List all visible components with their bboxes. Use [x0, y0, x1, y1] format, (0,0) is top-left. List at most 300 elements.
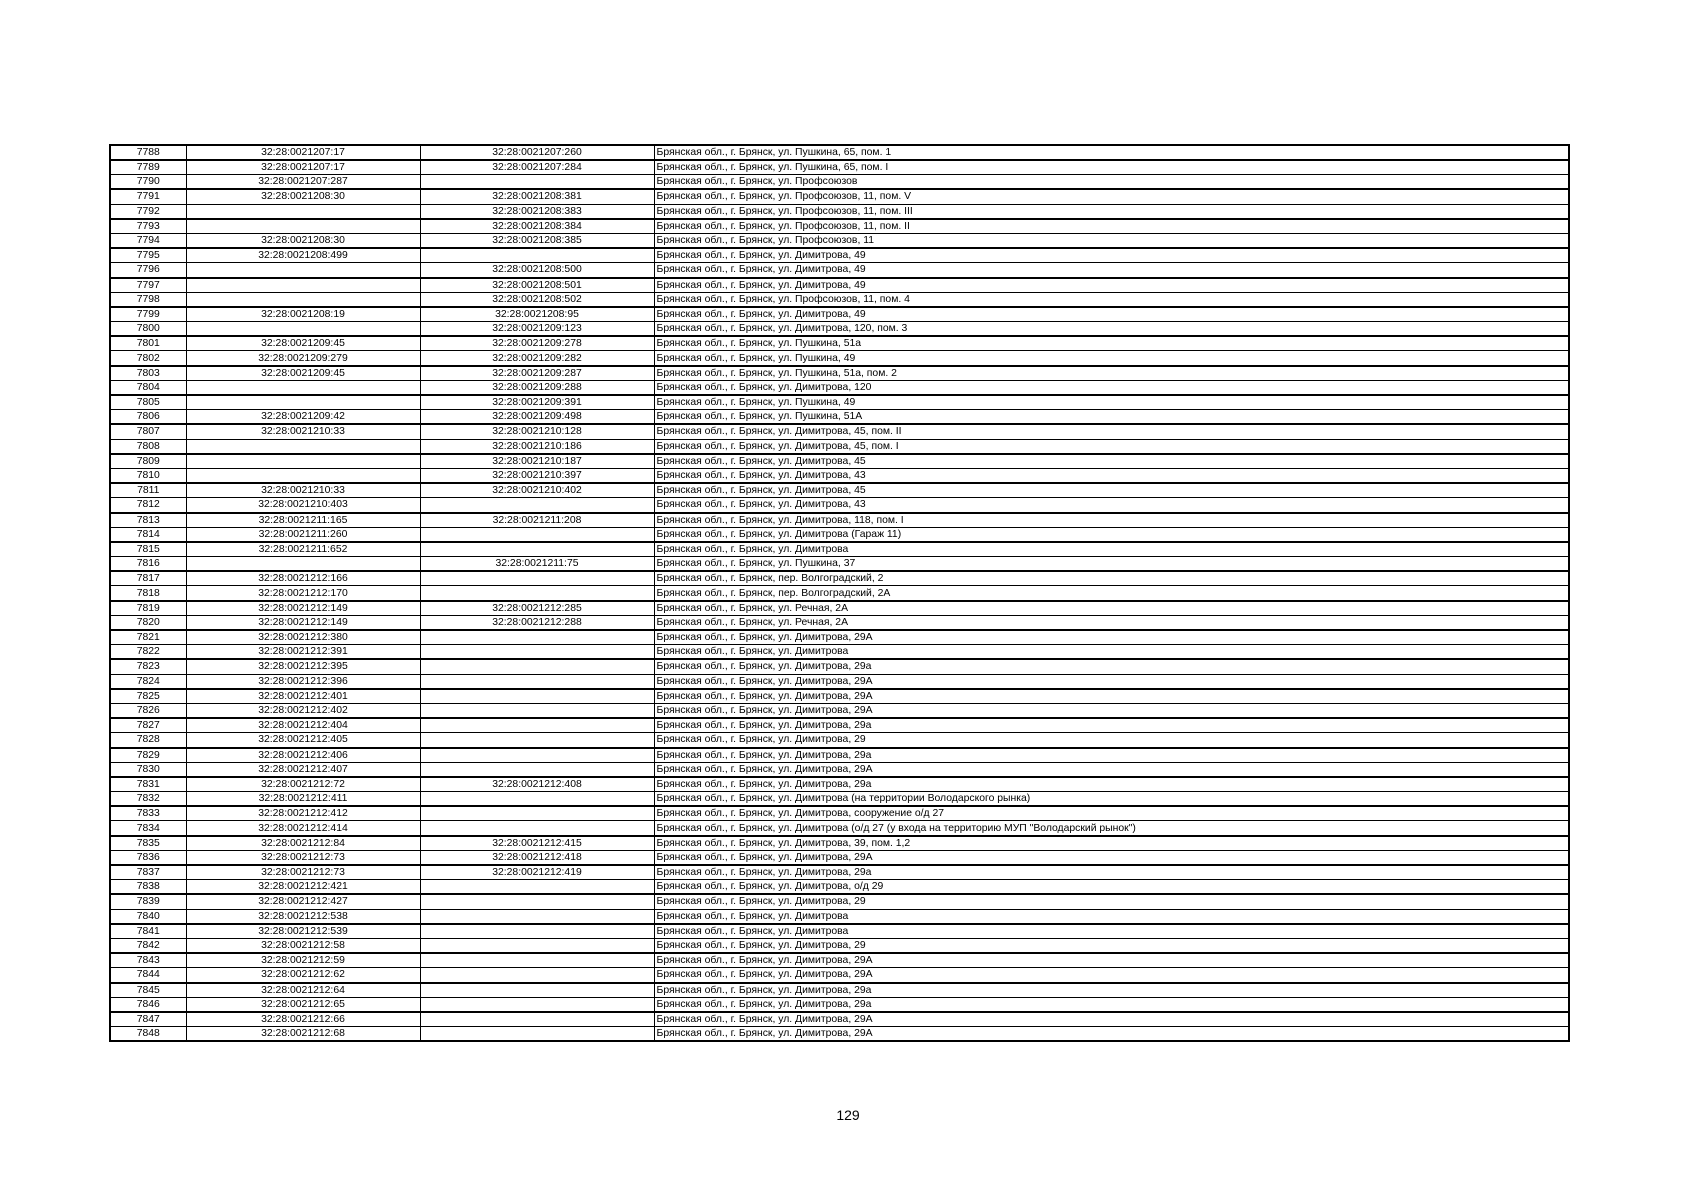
cadastral-number-cell: 32:28:0021212:285 — [420, 601, 654, 616]
row-number-cell: 7806 — [110, 410, 186, 425]
table-row — [110, 380, 1569, 395]
address-cell: Брянская обл., г. Брянск, ул. Димитрова, 45, пом. I — [654, 439, 1569, 454]
cadastral-number-cell — [420, 718, 654, 733]
parent-cadastral-number-cell: 32:28:0021212:402 — [186, 703, 420, 718]
table-row — [110, 997, 1569, 1012]
cadastral-number-cell — [420, 571, 654, 586]
row-number-cell: 7843 — [110, 953, 186, 968]
table-row — [110, 968, 1569, 983]
table-row — [110, 219, 1569, 234]
cadastral-number-cell — [420, 938, 654, 953]
address-cell: Брянская обл., г. Брянск, ул. Димитрова — [654, 909, 1569, 924]
row-number-cell: 7793 — [110, 219, 186, 234]
cadastral-number-cell — [420, 894, 654, 909]
cadastral-number-cell: 32:28:0021210:187 — [420, 454, 654, 469]
address-cell: Брянская обл., г. Брянск, ул. Димитрова, 120 — [654, 380, 1569, 395]
page-number: 129 — [836, 1107, 860, 1123]
table-row — [110, 615, 1569, 630]
address-cell: Брянская обл., г. Брянск, ул. Димитрова, 29а — [654, 659, 1569, 674]
row-number-cell: 7836 — [110, 850, 186, 865]
table-row — [110, 278, 1569, 293]
parent-cadastral-number-cell: 32:28:0021212:412 — [186, 806, 420, 821]
table-row — [110, 689, 1569, 704]
parent-cadastral-number-cell: 32:28:0021212:427 — [186, 894, 420, 909]
cadastral-number-cell: 32:28:0021212:418 — [420, 850, 654, 865]
table-row — [110, 322, 1569, 337]
address-cell: Брянская обл., г. Брянск, ул. Димитрова, 29А — [654, 953, 1569, 968]
row-number-cell: 7798 — [110, 292, 186, 307]
cadastral-number-cell — [420, 748, 654, 763]
parent-cadastral-number-cell: 32:28:0021212:391 — [186, 645, 420, 660]
address-cell: Брянская обл., г. Брянск, пер. Волгоградский, 2 — [654, 571, 1569, 586]
address-cell: Брянская обл., г. Брянск, ул. Димитрова, 29А — [654, 630, 1569, 645]
address-cell: Брянская обл., г. Брянск, ул. Димитрова, 29А — [654, 1012, 1569, 1027]
cadastral-number-cell — [420, 1012, 654, 1027]
row-number-cell: 7834 — [110, 821, 186, 836]
parent-cadastral-number-cell: 32:28:0021212:380 — [186, 630, 420, 645]
row-number-cell: 7818 — [110, 586, 186, 601]
row-number-cell: 7801 — [110, 336, 186, 351]
row-number-cell: 7845 — [110, 983, 186, 998]
parent-cadastral-number-cell: 32:28:0021212:62 — [186, 968, 420, 983]
row-number-cell: 7802 — [110, 351, 186, 366]
row-number-cell: 7822 — [110, 645, 186, 660]
parent-cadastral-number-cell: 32:28:0021209:45 — [186, 366, 420, 381]
parent-cadastral-number-cell — [186, 278, 420, 293]
row-number-cell: 7789 — [110, 160, 186, 175]
row-number-cell: 7835 — [110, 836, 186, 851]
cadastral-number-cell — [420, 689, 654, 704]
parent-cadastral-number-cell: 32:28:0021212:68 — [186, 1027, 420, 1042]
table-row — [110, 557, 1569, 572]
row-number-cell: 7809 — [110, 454, 186, 469]
table-row — [110, 850, 1569, 865]
address-cell: Брянская обл., г. Брянск, ул. Димитрова, 29а — [654, 997, 1569, 1012]
parent-cadastral-number-cell — [186, 380, 420, 395]
address-cell: Брянская обл., г. Брянск, ул. Профсоюзов, 11, пом. 4 — [654, 292, 1569, 307]
parent-cadastral-number-cell: 32:28:0021210:403 — [186, 498, 420, 513]
row-number-cell: 7820 — [110, 615, 186, 630]
address-cell: Брянская обл., г. Брянск, ул. Пушкина, 51А — [654, 410, 1569, 425]
table-row — [110, 733, 1569, 748]
parent-cadastral-number-cell: 32:28:0021207:287 — [186, 175, 420, 190]
parent-cadastral-number-cell — [186, 468, 420, 483]
parent-cadastral-number-cell: 32:28:0021212:407 — [186, 762, 420, 777]
row-number-cell: 7795 — [110, 248, 186, 263]
table-row — [110, 263, 1569, 278]
parent-cadastral-number-cell: 32:28:0021212:401 — [186, 689, 420, 704]
table-row — [110, 527, 1569, 542]
parent-cadastral-number-cell: 32:28:0021208:30 — [186, 189, 420, 204]
parent-cadastral-number-cell: 32:28:0021211:652 — [186, 542, 420, 557]
parent-cadastral-number-cell: 32:28:0021212:421 — [186, 880, 420, 895]
table-row — [110, 1027, 1569, 1042]
table-row — [110, 542, 1569, 557]
table-row — [110, 748, 1569, 763]
cadastral-number-cell: 32:28:0021208:383 — [420, 204, 654, 219]
row-number-cell: 7829 — [110, 748, 186, 763]
address-cell: Брянская обл., г. Брянск, ул. Речная, 2А — [654, 615, 1569, 630]
parent-cadastral-number-cell: 32:28:0021208:30 — [186, 233, 420, 248]
cadastral-number-cell — [420, 659, 654, 674]
cadastral-number-cell: 32:28:0021212:408 — [420, 777, 654, 792]
cadastral-number-cell — [420, 630, 654, 645]
address-cell: Брянская обл., г. Брянск, ул. Димитрова, 29А — [654, 1027, 1569, 1042]
table-row — [110, 424, 1569, 439]
address-cell: Брянская обл., г. Брянск, ул. Пушкина, 65, пом. I — [654, 160, 1569, 175]
address-cell: Брянская обл., г. Брянск, ул. Димитрова, 45 — [654, 483, 1569, 498]
row-number-cell: 7792 — [110, 204, 186, 219]
cadastral-number-cell — [420, 968, 654, 983]
table-row — [110, 953, 1569, 968]
parent-cadastral-number-cell: 32:28:0021212:539 — [186, 924, 420, 939]
cadastral-number-cell: 32:28:0021207:284 — [420, 160, 654, 175]
parent-cadastral-number-cell: 32:28:0021212:58 — [186, 938, 420, 953]
cadastral-number-cell — [420, 953, 654, 968]
address-cell: Брянская обл., г. Брянск, ул. Димитрова, 39, пом. 1,2 — [654, 836, 1569, 851]
cadastral-number-cell: 32:28:0021210:186 — [420, 439, 654, 454]
address-cell: Брянская обл., г. Брянск, ул. Димитрова, 49 — [654, 263, 1569, 278]
parent-cadastral-number-cell: 32:28:0021209:42 — [186, 410, 420, 425]
row-number-cell: 7824 — [110, 674, 186, 689]
address-cell: Брянская обл., г. Брянск, ул. Пушкина, 49 — [654, 395, 1569, 410]
table-row — [110, 410, 1569, 425]
parent-cadastral-number-cell: 32:28:0021212:73 — [186, 850, 420, 865]
cadastral-table — [109, 144, 1570, 1042]
address-cell: Брянская обл., г. Брянск, ул. Димитрова, 45, пом. II — [654, 424, 1569, 439]
parent-cadastral-number-cell: 32:28:0021208:19 — [186, 307, 420, 322]
row-number-cell: 7826 — [110, 703, 186, 718]
cadastral-number-cell — [420, 924, 654, 939]
table-row — [110, 586, 1569, 601]
table-row — [110, 703, 1569, 718]
parent-cadastral-number-cell: 32:28:0021212:64 — [186, 983, 420, 998]
parent-cadastral-number-cell — [186, 322, 420, 337]
row-number-cell: 7811 — [110, 483, 186, 498]
address-cell: Брянская обл., г. Брянск, ул. Пушкина, 37 — [654, 557, 1569, 572]
cadastral-number-cell: 32:28:0021207:260 — [420, 145, 654, 160]
address-cell: Брянская обл., г. Брянск, ул. Димитрова, 29 — [654, 733, 1569, 748]
cadastral-number-cell — [420, 175, 654, 190]
table-row — [110, 513, 1569, 528]
table-row — [110, 571, 1569, 586]
parent-cadastral-number-cell: 32:28:0021211:165 — [186, 513, 420, 528]
cadastral-number-cell: 32:28:0021209:278 — [420, 336, 654, 351]
parent-cadastral-number-cell — [186, 395, 420, 410]
table-row — [110, 175, 1569, 190]
row-number-cell: 7788 — [110, 145, 186, 160]
table-row — [110, 821, 1569, 836]
row-number-cell: 7796 — [110, 263, 186, 278]
table-row — [110, 307, 1569, 322]
parent-cadastral-number-cell — [186, 454, 420, 469]
row-number-cell: 7814 — [110, 527, 186, 542]
row-number-cell: 7807 — [110, 424, 186, 439]
row-number-cell: 7837 — [110, 865, 186, 880]
row-number-cell: 7828 — [110, 733, 186, 748]
cadastral-number-cell: 32:28:0021212:288 — [420, 615, 654, 630]
address-cell: Брянская обл., г. Брянск, ул. Димитрова, 43 — [654, 468, 1569, 483]
cadastral-number-cell: 32:28:0021208:95 — [420, 307, 654, 322]
parent-cadastral-number-cell: 32:28:0021212:395 — [186, 659, 420, 674]
table-row — [110, 645, 1569, 660]
table-row — [110, 630, 1569, 645]
table-row — [110, 806, 1569, 821]
cadastral-number-cell — [420, 674, 654, 689]
parent-cadastral-number-cell: 32:28:0021207:17 — [186, 160, 420, 175]
cadastral-number-cell — [420, 909, 654, 924]
table-row — [110, 924, 1569, 939]
address-cell: Брянская обл., г. Брянск, ул. Димитрова, 29А — [654, 674, 1569, 689]
cadastral-number-cell — [420, 983, 654, 998]
cadastral-number-cell: 32:28:0021210:128 — [420, 424, 654, 439]
address-cell: Брянская обл., г. Брянск, ул. Димитрова, 29А — [654, 968, 1569, 983]
parent-cadastral-number-cell: 32:28:0021212:65 — [186, 997, 420, 1012]
address-cell: Брянская обл., г. Брянск, ул. Димитрова — [654, 542, 1569, 557]
cadastral-number-cell — [420, 762, 654, 777]
parent-cadastral-number-cell — [186, 204, 420, 219]
address-cell: Брянская обл., г. Брянск, ул. Речная, 2А — [654, 601, 1569, 616]
table-row — [110, 938, 1569, 953]
row-number-cell: 7805 — [110, 395, 186, 410]
table-row — [110, 454, 1569, 469]
parent-cadastral-number-cell: 32:28:0021212:73 — [186, 865, 420, 880]
cadastral-number-cell — [420, 792, 654, 807]
row-number-cell: 7841 — [110, 924, 186, 939]
address-cell: Брянская обл., г. Брянск, ул. Димитрова, 29а — [654, 718, 1569, 733]
row-number-cell: 7819 — [110, 601, 186, 616]
parent-cadastral-number-cell: 32:28:0021212:406 — [186, 748, 420, 763]
cadastral-number-cell: 32:28:0021209:498 — [420, 410, 654, 425]
address-cell: Брянская обл., г. Брянск, ул. Димитрова, 29а — [654, 748, 1569, 763]
row-number-cell: 7831 — [110, 777, 186, 792]
cadastral-number-cell: 32:28:0021209:391 — [420, 395, 654, 410]
address-cell: Брянская обл., г. Брянск, ул. Димитрова — [654, 645, 1569, 660]
row-number-cell: 7791 — [110, 189, 186, 204]
cadastral-number-cell: 32:28:0021211:208 — [420, 513, 654, 528]
address-cell: Брянская обл., г. Брянск, ул. Профсоюзов, 11 — [654, 233, 1569, 248]
cadastral-number-cell: 32:28:0021212:419 — [420, 865, 654, 880]
table-row — [110, 1012, 1569, 1027]
cadastral-number-cell — [420, 586, 654, 601]
row-number-cell: 7848 — [110, 1027, 186, 1042]
row-number-cell: 7815 — [110, 542, 186, 557]
cadastral-number-cell: 32:28:0021212:415 — [420, 836, 654, 851]
table-row — [110, 498, 1569, 513]
cadastral-number-cell — [420, 248, 654, 263]
address-cell: Брянская обл., г. Брянск, ул. Димитрова, 29а — [654, 777, 1569, 792]
address-cell: Брянская обл., г. Брянск, ул. Димитрова (Гараж 11) — [654, 527, 1569, 542]
address-cell: Брянская обл., г. Брянск, ул. Димитрова, 29а — [654, 865, 1569, 880]
table-row — [110, 204, 1569, 219]
row-number-cell: 7808 — [110, 439, 186, 454]
address-cell: Брянская обл., г. Брянск, ул. Димитрова, 49 — [654, 307, 1569, 322]
address-cell: Брянская обл., г. Брянск, ул. Димитрова, 29А — [654, 762, 1569, 777]
address-cell: Брянская обл., г. Брянск, пер. Волгоградский, 2А — [654, 586, 1569, 601]
table-row — [110, 762, 1569, 777]
address-cell: Брянская обл., г. Брянск, ул. Димитрова, 43 — [654, 498, 1569, 513]
address-cell: Брянская обл., г. Брянск, ул. Пушкина, 65, пом. 1 — [654, 145, 1569, 160]
row-number-cell: 7825 — [110, 689, 186, 704]
table-body — [110, 145, 1569, 1041]
parent-cadastral-number-cell: 32:28:0021212:538 — [186, 909, 420, 924]
table-row — [110, 865, 1569, 880]
address-cell: Брянская обл., г. Брянск, ул. Профсоюзов, 11, пом. II — [654, 219, 1569, 234]
parent-cadastral-number-cell: 32:28:0021212:72 — [186, 777, 420, 792]
parent-cadastral-number-cell — [186, 263, 420, 278]
cadastral-number-cell — [420, 1027, 654, 1042]
parent-cadastral-number-cell: 32:28:0021210:33 — [186, 424, 420, 439]
row-number-cell: 7830 — [110, 762, 186, 777]
parent-cadastral-number-cell: 32:28:0021212:396 — [186, 674, 420, 689]
row-number-cell: 7840 — [110, 909, 186, 924]
cadastral-number-cell — [420, 527, 654, 542]
table-row — [110, 366, 1569, 381]
row-number-cell: 7813 — [110, 513, 186, 528]
parent-cadastral-number-cell — [186, 219, 420, 234]
cadastral-number-cell: 32:28:0021208:501 — [420, 278, 654, 293]
table-row — [110, 248, 1569, 263]
table-row — [110, 909, 1569, 924]
address-cell: Брянская обл., г. Брянск, ул. Пушкина, 51а — [654, 336, 1569, 351]
row-number-cell: 7833 — [110, 806, 186, 821]
table-row — [110, 233, 1569, 248]
table-row — [110, 718, 1569, 733]
cadastral-number-cell: 32:28:0021209:123 — [420, 322, 654, 337]
table-row — [110, 674, 1569, 689]
row-number-cell: 7839 — [110, 894, 186, 909]
address-cell: Брянская обл., г. Брянск, ул. Димитрова, 49 — [654, 278, 1569, 293]
row-number-cell: 7821 — [110, 630, 186, 645]
table-row — [110, 836, 1569, 851]
row-number-cell: 7838 — [110, 880, 186, 895]
cadastral-number-cell: 32:28:0021209:287 — [420, 366, 654, 381]
cadastral-number-cell — [420, 703, 654, 718]
row-number-cell: 7804 — [110, 380, 186, 395]
cadastral-number-cell: 32:28:0021209:288 — [420, 380, 654, 395]
address-cell: Брянская обл., г. Брянск, ул. Димитрова, 29А — [654, 703, 1569, 718]
table-row — [110, 483, 1569, 498]
parent-cadastral-number-cell: 32:28:0021212:84 — [186, 836, 420, 851]
address-cell: Брянская обл., г. Брянск, ул. Профсоюзов, 11, пом. V — [654, 189, 1569, 204]
table-row — [110, 336, 1569, 351]
parent-cadastral-number-cell: 32:28:0021210:33 — [186, 483, 420, 498]
address-cell: Брянская обл., г. Брянск, ул. Димитрова, 45 — [654, 454, 1569, 469]
cadastral-number-cell: 32:28:0021208:502 — [420, 292, 654, 307]
parent-cadastral-number-cell: 32:28:0021212:59 — [186, 953, 420, 968]
parent-cadastral-number-cell: 32:28:0021209:45 — [186, 336, 420, 351]
table-row — [110, 351, 1569, 366]
table-row — [110, 792, 1569, 807]
address-cell: Брянская обл., г. Брянск, ул. Димитрова, 29 — [654, 938, 1569, 953]
address-cell: Брянская обл., г. Брянск, ул. Димитрова, 29А — [654, 689, 1569, 704]
row-number-cell: 7842 — [110, 938, 186, 953]
address-cell: Брянская обл., г. Брянск, ул. Димитрова — [654, 924, 1569, 939]
row-number-cell: 7846 — [110, 997, 186, 1012]
table-row — [110, 983, 1569, 998]
row-number-cell: 7794 — [110, 233, 186, 248]
parent-cadastral-number-cell — [186, 439, 420, 454]
parent-cadastral-number-cell — [186, 557, 420, 572]
cadastral-number-cell: 32:28:0021209:282 — [420, 351, 654, 366]
table-row — [110, 145, 1569, 160]
parent-cadastral-number-cell: 32:28:0021212:149 — [186, 615, 420, 630]
table-row — [110, 189, 1569, 204]
address-cell: Брянская обл., г. Брянск, ул. Димитрова, 120, пом. 3 — [654, 322, 1569, 337]
cadastral-number-cell: 32:28:0021208:500 — [420, 263, 654, 278]
table-row — [110, 880, 1569, 895]
row-number-cell: 7847 — [110, 1012, 186, 1027]
address-cell: Брянская обл., г. Брянск, ул. Димитрова, 29 — [654, 894, 1569, 909]
table-row — [110, 292, 1569, 307]
address-cell: Брянская обл., г. Брянск, ул. Димитрова (о/д 27 (у входа на территорию МУП "Володарский рынок") — [654, 821, 1569, 836]
row-number-cell: 7827 — [110, 718, 186, 733]
table-row — [110, 439, 1569, 454]
address-cell: Брянская обл., г. Брянск, ул. Димитрова, 118, пом. I — [654, 513, 1569, 528]
cadastral-number-cell: 32:28:0021210:397 — [420, 468, 654, 483]
parent-cadastral-number-cell: 32:28:0021212:404 — [186, 718, 420, 733]
row-number-cell: 7817 — [110, 571, 186, 586]
address-cell: Брянская обл., г. Брянск, ул. Димитрова, 49 — [654, 248, 1569, 263]
row-number-cell: 7823 — [110, 659, 186, 674]
parent-cadastral-number-cell: 32:28:0021212:166 — [186, 571, 420, 586]
cadastral-number-cell — [420, 997, 654, 1012]
parent-cadastral-number-cell: 32:28:0021212:66 — [186, 1012, 420, 1027]
address-cell: Брянская обл., г. Брянск, ул. Димитрова, 29А — [654, 850, 1569, 865]
cadastral-number-cell — [420, 542, 654, 557]
address-cell: Брянская обл., г. Брянск, ул. Димитрова (на территории Володарского рынка) — [654, 792, 1569, 807]
cadastral-number-cell — [420, 498, 654, 513]
row-number-cell: 7812 — [110, 498, 186, 513]
address-cell: Брянская обл., г. Брянск, ул. Пушкина, 49 — [654, 351, 1569, 366]
cadastral-number-cell: 32:28:0021208:384 — [420, 219, 654, 234]
address-cell: Брянская обл., г. Брянск, ул. Пушкина, 51а, пом. 2 — [654, 366, 1569, 381]
cadastral-number-cell — [420, 806, 654, 821]
address-cell: Брянская обл., г. Брянск, ул. Димитрова, о/д 29 — [654, 880, 1569, 895]
cadastral-number-cell — [420, 821, 654, 836]
parent-cadastral-number-cell: 32:28:0021212:149 — [186, 601, 420, 616]
table-row — [110, 395, 1569, 410]
parent-cadastral-number-cell — [186, 292, 420, 307]
address-cell: Брянская обл., г. Брянск, ул. Профсоюзов, 11, пом. III — [654, 204, 1569, 219]
row-number-cell: 7797 — [110, 278, 186, 293]
cadastral-number-cell — [420, 880, 654, 895]
row-number-cell: 7800 — [110, 322, 186, 337]
row-number-cell: 7803 — [110, 366, 186, 381]
parent-cadastral-number-cell: 32:28:0021209:279 — [186, 351, 420, 366]
row-number-cell: 7816 — [110, 557, 186, 572]
table-row — [110, 160, 1569, 175]
row-number-cell: 7810 — [110, 468, 186, 483]
address-cell: Брянская обл., г. Брянск, ул. Димитрова, сооружение о/д 27 — [654, 806, 1569, 821]
row-number-cell: 7799 — [110, 307, 186, 322]
cadastral-number-cell: 32:28:0021210:402 — [420, 483, 654, 498]
table-row — [110, 659, 1569, 674]
row-number-cell: 7832 — [110, 792, 186, 807]
parent-cadastral-number-cell: 32:28:0021207:17 — [186, 145, 420, 160]
table-row — [110, 894, 1569, 909]
address-cell: Брянская обл., г. Брянск, ул. Димитрова, 29а — [654, 983, 1569, 998]
parent-cadastral-number-cell: 32:28:0021212:405 — [186, 733, 420, 748]
table-row — [110, 777, 1569, 792]
table-row — [110, 468, 1569, 483]
parent-cadastral-number-cell: 32:28:0021212:170 — [186, 586, 420, 601]
cadastral-number-cell — [420, 733, 654, 748]
cadastral-number-cell: 32:28:0021211:75 — [420, 557, 654, 572]
parent-cadastral-number-cell: 32:28:0021212:414 — [186, 821, 420, 836]
cadastral-number-cell: 32:28:0021208:381 — [420, 189, 654, 204]
table-row — [110, 601, 1569, 616]
